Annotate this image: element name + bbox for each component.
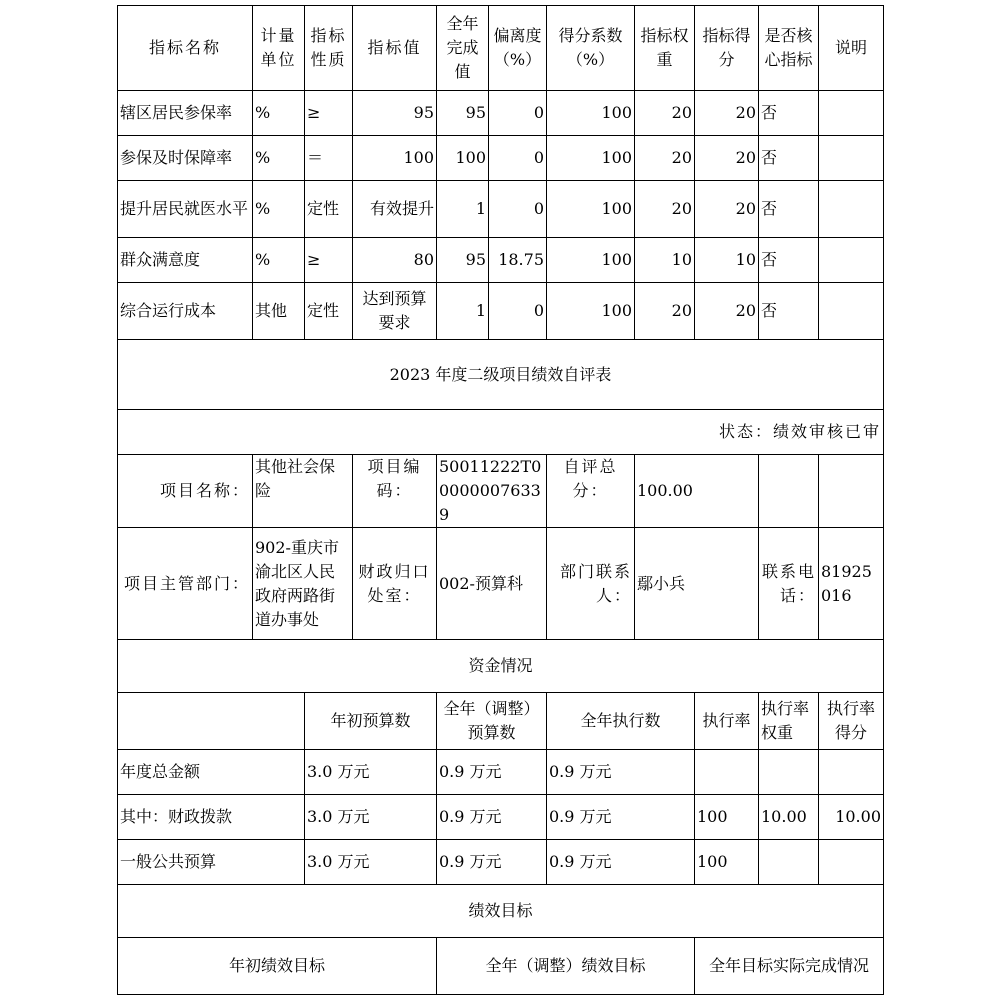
contact-value: 鄢小兵 [635, 528, 759, 640]
header-score: 指标得分 [695, 6, 759, 91]
indicator-actual: 95 [437, 91, 489, 136]
goals-title-row [118, 885, 884, 938]
funds-executed: 0.9 万元 [547, 840, 695, 885]
indicator-weight: 20 [635, 136, 695, 181]
funds-header-rate-weight: 执行率权重 [759, 693, 819, 750]
evaluation-form [117, 5, 883, 995]
goals-header-row [118, 938, 884, 995]
indicator-score: 10 [695, 238, 759, 283]
funds-rate-score: 10.00 [819, 795, 884, 840]
indicator-weight: 20 [635, 181, 695, 238]
indicator-nature: 定性 [305, 181, 353, 238]
indicator-name: 参保及时保障率 [118, 136, 253, 181]
indicator-note [819, 181, 884, 238]
table-row [118, 795, 884, 840]
funds-item: 一般公共预算 [118, 840, 305, 885]
phone-value: 81925016 [819, 528, 884, 640]
indicator-value: 有效提升 [353, 181, 437, 238]
funds-header-blank [118, 693, 305, 750]
indicator-deviation: 0 [489, 181, 547, 238]
funds-adjusted: 0.9 万元 [437, 795, 547, 840]
indicator-coef: 100 [547, 238, 635, 283]
indicator-coef: 100 [547, 136, 635, 181]
dept-label: 项目主管部门： [118, 528, 253, 640]
page-title: 2023 年度二级项目绩效自评表 [118, 340, 884, 410]
funds-executed: 0.9 万元 [547, 750, 695, 795]
indicator-nature: ＝ [305, 136, 353, 181]
blank-cell [759, 455, 819, 528]
header-unit: 计量单位 [253, 6, 305, 91]
funds-title: 资金情况 [118, 640, 884, 693]
indicator-score: 20 [695, 283, 759, 340]
phone-label: 联系电话： [759, 528, 819, 640]
funds-header-executed: 全年执行数 [547, 693, 695, 750]
indicator-note [819, 91, 884, 136]
indicator-weight: 20 [635, 91, 695, 136]
funds-rate-weight [759, 750, 819, 795]
project-row-1 [118, 455, 884, 528]
indicator-name: 综合运行成本 [118, 283, 253, 340]
indicator-nature: 定性 [305, 283, 353, 340]
status-badge: 状态：绩效审核已审 [118, 410, 884, 455]
goals-title: 绩效目标 [118, 885, 884, 938]
indicator-actual: 1 [437, 181, 489, 238]
indicator-name: 辖区居民参保率 [118, 91, 253, 136]
indicator-core: 否 [759, 181, 819, 238]
header-nature: 指标性质 [305, 6, 353, 91]
funds-header-adjusted: 全年（调整）预算数 [437, 693, 547, 750]
indicator-weight: 20 [635, 283, 695, 340]
indicator-value: 80 [353, 238, 437, 283]
funds-title-row [118, 640, 884, 693]
header-indicator-name: 指标名称 [118, 6, 253, 91]
indicator-deviation: 18.75 [489, 238, 547, 283]
funds-adjusted: 0.9 万元 [437, 840, 547, 885]
header-note: 说明 [819, 6, 884, 91]
indicator-value: 100 [353, 136, 437, 181]
funds-item: 其中：财政拨款 [118, 795, 305, 840]
funds-rate [695, 750, 759, 795]
indicator-weight: 10 [635, 238, 695, 283]
office-label: 财政归口处室： [353, 528, 437, 640]
indicator-value: 达到预算要求 [353, 283, 437, 340]
indicator-core: 否 [759, 283, 819, 340]
indicator-header-row [118, 6, 884, 91]
indicator-actual: 100 [437, 136, 489, 181]
indicator-unit: % [253, 238, 305, 283]
project-code-label: 项目编码： [353, 455, 437, 528]
funds-initial: 3.0 万元 [305, 840, 437, 885]
funds-initial: 3.0 万元 [305, 750, 437, 795]
funds-rate-score [819, 840, 884, 885]
indicator-name: 提升居民就医水平 [118, 181, 253, 238]
table-row [118, 840, 884, 885]
indicator-name: 群众满意度 [118, 238, 253, 283]
project-row-2 [118, 528, 884, 640]
form-table [117, 5, 884, 995]
indicator-unit: 其他 [253, 283, 305, 340]
indicator-coef: 100 [547, 283, 635, 340]
indicator-value: 95 [353, 91, 437, 136]
indicator-note [819, 238, 884, 283]
office-value: 002-预算科 [437, 528, 547, 640]
header-core: 是否核心指标 [759, 6, 819, 91]
goals-header-initial: 年初绩效目标 [118, 938, 437, 995]
indicator-nature: ≥ [305, 91, 353, 136]
funds-header-rate: 执行率 [695, 693, 759, 750]
header-deviation: 偏离度（%） [489, 6, 547, 91]
indicator-deviation: 0 [489, 136, 547, 181]
indicator-nature: ≥ [305, 238, 353, 283]
project-name-value: 其他社会保险 [253, 455, 353, 528]
table-row [118, 238, 884, 283]
funds-rate: 100 [695, 795, 759, 840]
indicator-score: 20 [695, 136, 759, 181]
indicator-core: 否 [759, 136, 819, 181]
header-value: 指标值 [353, 6, 437, 91]
project-name-label: 项目名称： [118, 455, 253, 528]
table-row [118, 136, 884, 181]
indicator-note [819, 136, 884, 181]
funds-adjusted: 0.9 万元 [437, 750, 547, 795]
indicator-score: 20 [695, 181, 759, 238]
project-code-value: 50011222T000000076339 [437, 455, 547, 528]
header-actual: 全年完成值 [437, 6, 489, 91]
blank-cell [819, 455, 884, 528]
dept-value: 902-重庆市渝北区人民政府两路街道办事处 [253, 528, 353, 640]
indicator-score: 20 [695, 91, 759, 136]
indicator-deviation: 0 [489, 283, 547, 340]
indicator-coef: 100 [547, 91, 635, 136]
funds-rate: 100 [695, 840, 759, 885]
table-row [118, 181, 884, 238]
self-score-value: 100.00 [635, 455, 759, 528]
table-row [118, 750, 884, 795]
table-row [118, 283, 884, 340]
indicator-unit: % [253, 91, 305, 136]
section-title-row [118, 340, 884, 410]
funds-rate-weight [759, 840, 819, 885]
funds-item: 年度总金额 [118, 750, 305, 795]
indicator-actual: 95 [437, 238, 489, 283]
indicator-coef: 100 [547, 181, 635, 238]
table-row [118, 91, 884, 136]
indicator-unit: % [253, 136, 305, 181]
funds-header-row [118, 693, 884, 750]
indicator-unit: % [253, 181, 305, 238]
status-row [118, 410, 884, 455]
goals-header-adjusted: 全年（调整）绩效目标 [437, 938, 695, 995]
header-score-coef: 得分系数（%） [547, 6, 635, 91]
indicator-note [819, 283, 884, 340]
contact-label: 部门联系人： [547, 528, 635, 640]
indicator-actual: 1 [437, 283, 489, 340]
funds-executed: 0.9 万元 [547, 795, 695, 840]
indicator-core: 否 [759, 238, 819, 283]
funds-header-rate-score: 执行率得分 [819, 693, 884, 750]
funds-rate-score [819, 750, 884, 795]
indicator-core: 否 [759, 91, 819, 136]
header-weight: 指标权重 [635, 6, 695, 91]
indicator-deviation: 0 [489, 91, 547, 136]
goals-header-actual: 全年目标实际完成情况 [695, 938, 884, 995]
funds-initial: 3.0 万元 [305, 795, 437, 840]
self-score-label: 自评总分： [547, 455, 635, 528]
funds-rate-weight: 10.00 [759, 795, 819, 840]
funds-header-initial: 年初预算数 [305, 693, 437, 750]
